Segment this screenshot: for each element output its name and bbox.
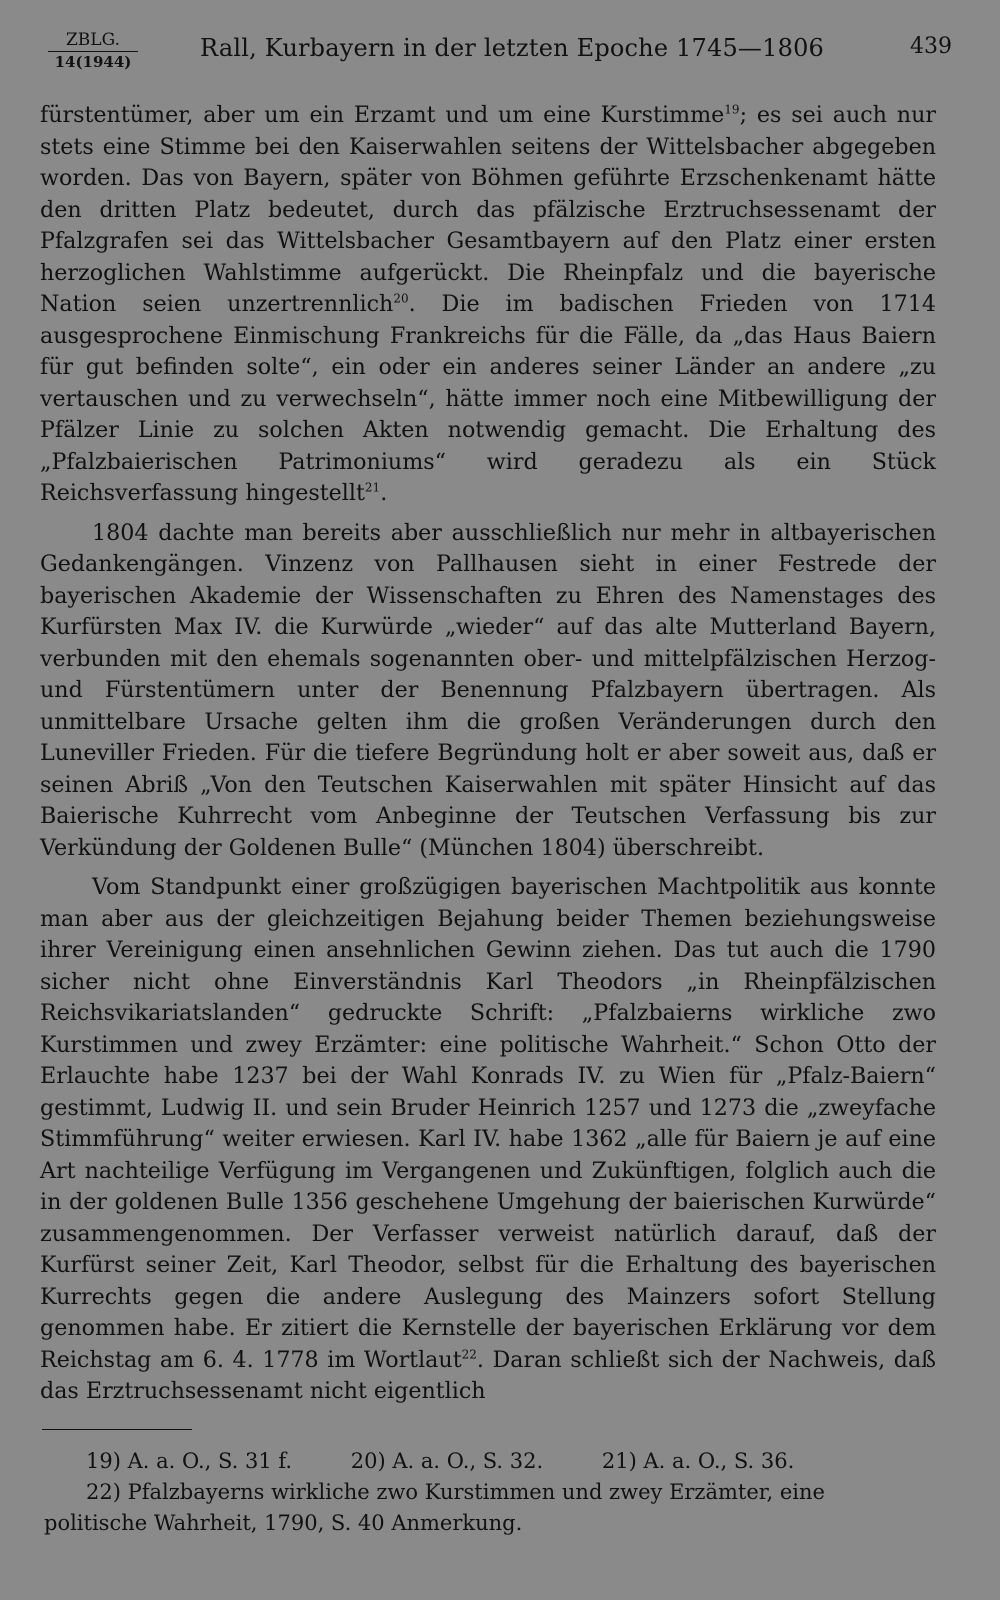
- footnote-20-text: A. a. O., S. 32.: [392, 1449, 544, 1473]
- paragraph-1-text-b: ; es sei auch nur stets eine Stimme bei den Kaiserwahlen seitens der Wittelsbacher abgegeben worden. Das von Bayern, später von Böhmen geführte Erzschenkenamt hätte den dritten Platz bedeutet, durch das pfälzische Erztruchsessenamt der Pfalzgrafen sei das Wittelsbacher Gesamtbayern auf den Platz einer ersten herzoglichen Wahlstimme aufgerückt. Die Rheinpfalz und die bayerische Nation seien unzertrennlich: [40, 102, 936, 317]
- footnote-22-text: Pfalzbayerns wirkliche zwo Kurstimmen und zwey Erzämter, eine politische Wahrheit, 1790, S. 40 Anmerkung.: [44, 1480, 825, 1535]
- paragraph-1-text-c: . Die im badischen Frieden von 1714 ausgesprochene Einmischung Frankreichs für die Fälle, da „das Haus Baiern für gut befinden solte“, ein oder ein anderes seiner Länder an andere „zu vertauschen und zu verwechseln“, hätte immer noch eine Mitbewilligung der Pfälzer Linie zu solchen Akten notwendig gemacht. Die Erhaltung des „Pfalzbaierischen Patrimoniums“ wird geradezu als ein Stück Reichsverfassung hingestellt: [40, 291, 936, 506]
- paragraph-3-text-a: Vom Standpunkt einer großzügigen bayerischen Machtpolitik aus konnte man aber aus der gleichzeitigen Bejahung beider Themen beziehungsweise ihrer Vereinigung einen ansehnlichen Gewinn ziehen. Das tut auch die 1790 sicher nicht ohne Einverständnis Karl Theodors „in Rheinpfälzischen Reichsvikariatslanden“ gedruckte Schrift: „Pfalzbaierns wirkliche zwo Kurstimmen und zwey Erzämter: eine politische Wahrheit.“ Schon Otto der Erlauchte habe 1237 bei der Wahl Konrads IV. zu Wien für „Pfalz-Baiern“ gestimmt, Ludwig II. und sein Bruder Heinrich 1257 und 1273 die „zweyfache Stimmführung“ weiter erwiesen. Karl IV. habe 1362 „alle für Baiern je auf eine Art nachteilige Verfügung im Vergangenen und Zukünftigen, folglich auch die in der goldenen Bulle 1356 geschehene Umgehung der baierischen Kurwürde“ zusammengenommen. Der Verfasser verweist natürlich darauf, daß der Kurfürst seiner Zeit, Karl Theodor, selbst für die Erhaltung des bayerischen Kurrechts gegen die andere Auslegung des Mainzers sofort Stellung genommen habe. Er zitiert die Kernstelle der bayerischen Erklärung vor dem Reichstag am 6. 4. 1778 im Wortlaut: [40, 874, 936, 1373]
- footnote-21-text: A. a. O., S. 36.: [643, 1449, 795, 1473]
- paragraph-3-text-b: . Daran schließt sich der Nachweis, daß das Erztruchsessenamt nicht eigentlich: [40, 1346, 936, 1404]
- footnote-ref-22: 22: [461, 1347, 477, 1362]
- footnote-ref-21: 21: [364, 480, 381, 495]
- footnote-19-mark: 19): [86, 1449, 121, 1473]
- footnotes-row-1: [44, 1446, 934, 1477]
- footnote-19-text: A. a. O., S. 31 f.: [127, 1449, 293, 1473]
- footnotes: [44, 1446, 934, 1539]
- footnote-21: [602, 1446, 794, 1477]
- footnote-20-mark: 20): [350, 1449, 386, 1473]
- paragraph-1-text-d: .: [380, 480, 388, 506]
- journal-abbreviation: ZBLG.: [48, 30, 138, 52]
- page-header: [40, 30, 960, 78]
- footnote-19: [86, 1446, 292, 1477]
- paragraph-2: 1804 dachte man bereits aber ausschließlich nur mehr in altbayerischen Gedankengängen. Vinzenz von Pallhausen sieht in einer Festrede der bayerischen Akademie der Wissenschaften zu Ehren des Namenstages des Kurfürsten Max IV. die Kurwürde „wieder“ auf das alte Mutterland Bayern, verbunden mit den ehemals sogenannten ober- und mittelpfälzischen Herzog- und Fürstentümern unter der Benennung Pfalzbayern übertragen. Als unmittelbare Ursache gelten ihm die großen Veränderungen durch den Luneviller Frieden. Für die tiefere Begründung holt er aber soweit aus, daß er seinen Abriß „Von den Teutschen Kaiserwahlen mit später Hinsicht auf das Baierische Kuhrrecht vom Anbeginne der Teutschen Verfassung bis zur Verkündung der Goldenen Bulle“ (München 1804) überschreibt.: [40, 519, 936, 861]
- footnote-21-mark: 21): [601, 1449, 637, 1473]
- footnote-20: [351, 1446, 543, 1477]
- running-title: Rall, Kurbayern in der letzten Epoche 1745—1806: [200, 34, 825, 62]
- footnote-ref-19: 19: [724, 102, 740, 117]
- paragraph-1-text-a: fürstentümer, aber um ein Erzamt und um eine Kurstimme: [40, 102, 725, 128]
- footnote-22-mark: 22): [86, 1480, 121, 1504]
- journal-volume: 14(1944): [54, 53, 132, 71]
- journal-reference: [48, 30, 138, 72]
- footnote-22: [44, 1477, 934, 1539]
- footnote-ref-20: 20: [393, 291, 409, 306]
- paragraph-1: [40, 100, 936, 510]
- page-number: 439: [910, 34, 952, 59]
- footnote-separator: [42, 1429, 192, 1430]
- paragraph-3: [40, 872, 936, 1408]
- body-text: [40, 100, 936, 1408]
